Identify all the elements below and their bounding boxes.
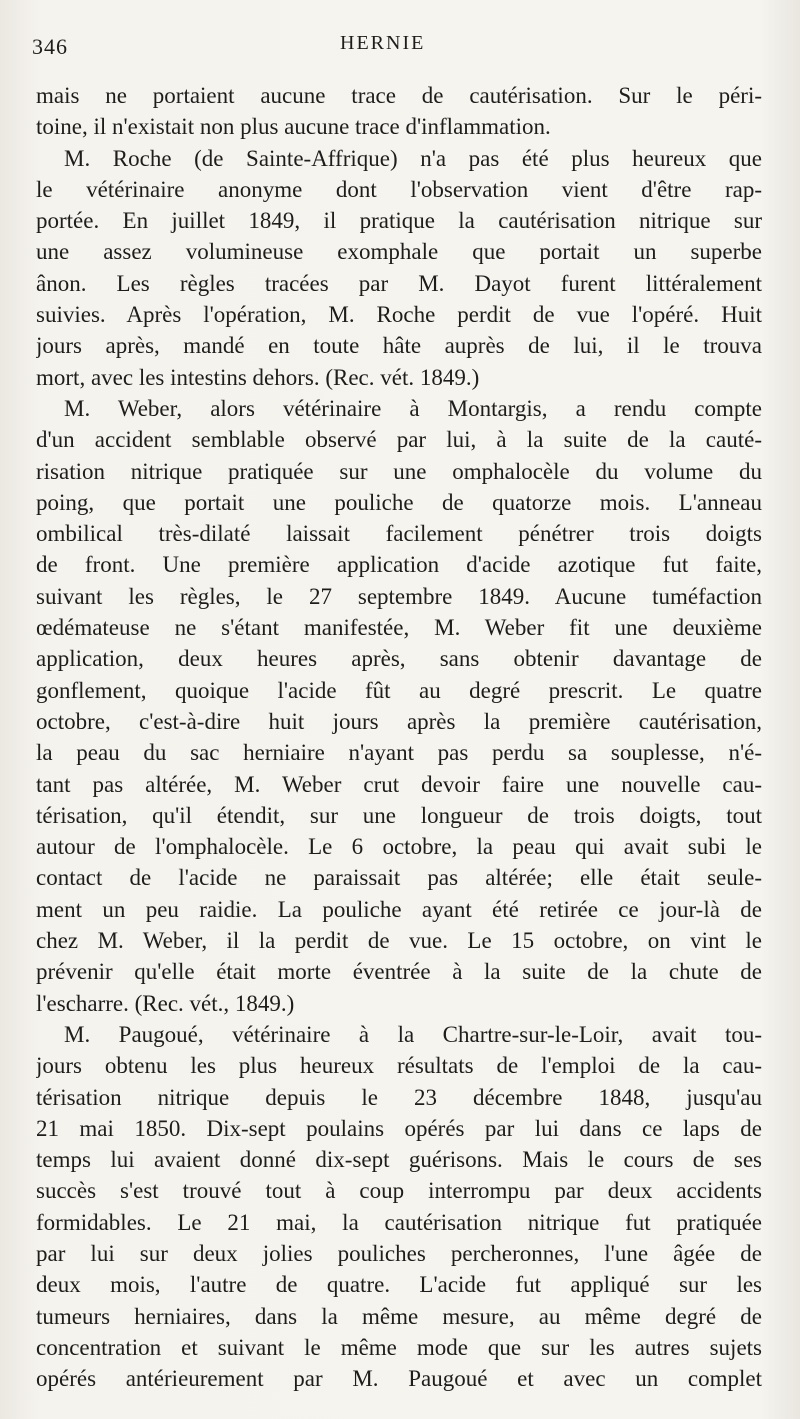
text-line: une assez volumineuse exomphale que portait un superbe <box>36 239 762 265</box>
text-line: application, deux heures après, sans obtenir davantage de <box>36 646 762 672</box>
text-line: suivies. Après l'opération, M. Roche perdit de vue l'opéré. Huit <box>36 302 762 328</box>
text-line: d'un accident semblable observé par lui, à la suite de la cauté- <box>36 427 762 453</box>
text-line: opérés antérieurement par M. Paugoué et avec un complet <box>36 1366 762 1392</box>
text-line: deux mois, l'autre de quatre. L'acide fut appliqué sur les <box>36 1272 762 1298</box>
text-line: contact de l'acide ne paraissait pas altérée; elle était seule- <box>36 865 762 891</box>
text-line: temps lui avaient donné dix-sept guérisons. Mais le cours de ses <box>36 1147 762 1173</box>
text-line: chez M. Weber, il la perdit de vue. Le 15 octobre, on vint le <box>36 928 762 954</box>
text-line: mort, avec les intestins dehors. (Rec. vét. 1849.) <box>36 364 480 390</box>
running-head: HERNIE <box>340 32 426 54</box>
text-line: ânon. Les règles tracées par M. Dayot furent littéralement <box>36 270 762 296</box>
text-line: tumeurs herniaires, dans la même mesure, au même degré de <box>36 1303 762 1329</box>
text-line: succès s'est trouvé tout à coup interrompu par deux accidents <box>36 1178 762 1204</box>
text-line: tant pas altérée, M. Weber crut devoir faire une nouvelle cau- <box>36 771 762 797</box>
text-line: formidables. Le 21 mai, la cautérisation nitrique fut pratiquée <box>36 1209 762 1235</box>
text-line: octobre, c'est-à-dire huit jours après la première cautérisation, <box>36 708 762 734</box>
text-line: toine, il n'existait non plus aucune trace d'inflammation. <box>36 114 551 140</box>
text-line: jours après, mandé en toute hâte auprès de lui, il le trouva <box>36 333 762 359</box>
text-line: risation nitrique pratiquée sur une omphalocèle du volume du <box>36 458 762 484</box>
text-line: ment un peu raidie. La pouliche ayant été retirée ce jour-là de <box>36 896 762 922</box>
text-line: poing, que portait une pouliche de quatorze mois. L'anneau <box>36 489 762 515</box>
text-line: M. Weber, alors vétérinaire à Montargis, a rendu compte <box>64 395 762 421</box>
text-line: suivant les règles, le 27 septembre 1849. Aucune tuméfaction <box>36 583 762 609</box>
text-line: térisation, qu'il étendit, sur une longueur de trois doigts, tout <box>36 802 762 828</box>
text-line: gonflement, quoique l'acide fût au degré prescrit. Le quatre <box>36 677 762 703</box>
text-line: portée. En juillet 1849, il pratique la cautérisation nitrique sur <box>36 208 762 234</box>
text-line: térisation nitrique depuis le 23 décembre 1848, jusqu'au <box>36 1084 762 1110</box>
text-line: jours obtenu les plus heureux résultats de l'emploi de la cau- <box>36 1053 762 1079</box>
text-line: prévenir qu'elle était morte éventrée à la suite de la chute de <box>36 959 762 985</box>
text-line: de front. Une première application d'acide azotique fut faite, <box>36 552 762 578</box>
text-line: ombilical très-dilaté laissait facilement pénétrer trois doigts <box>36 521 762 547</box>
body-text <box>36 80 762 1394</box>
text-line: l'escharre. (Rec. vét., 1849.) <box>36 990 295 1016</box>
text-line: œdémateuse ne s'étant manifestée, M. Weber fit une deuxième <box>36 615 762 641</box>
text-line: autour de l'omphalocèle. Le 6 octobre, la peau qui avait subi le <box>36 834 762 860</box>
text-line: concentration et suivant le même mode que sur les autres sujets <box>36 1334 762 1360</box>
text-line: M. Roche (de Sainte-Affrique) n'a pas été plus heureux que <box>64 145 762 171</box>
text-line: mais ne portaient aucune trace de cautérisation. Sur le péri- <box>36 83 762 108</box>
text-line: par lui sur deux jolies pouliches percheronnes, l'une âgée de <box>36 1240 762 1266</box>
page-number: 346 <box>32 34 68 59</box>
text-line: M. Paugoué, vétérinaire à la Chartre-sur-le-Loir, avait tou- <box>64 1021 762 1047</box>
text-line: la peau du sac herniaire n'ayant pas perdu sa souplesse, n'é- <box>36 740 762 766</box>
text-line: le vétérinaire anonyme dont l'observation vient d'être rap- <box>36 176 762 202</box>
text-line: 21 mai 1850. Dix-sept poulains opérés par lui dans ce laps de <box>36 1115 762 1141</box>
